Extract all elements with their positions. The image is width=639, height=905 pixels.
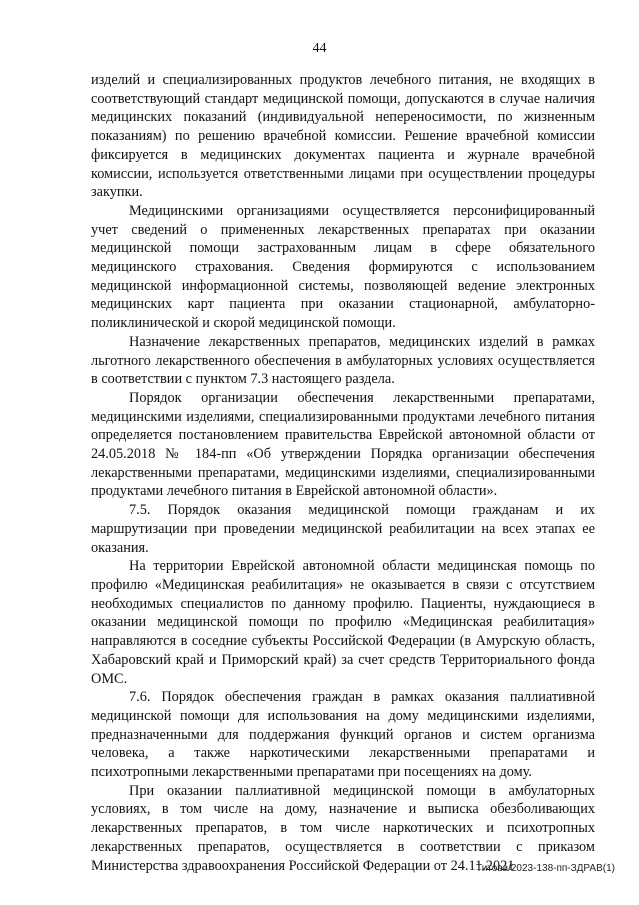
paragraph: Назначение лекарственных препаратов, медицинских изделий в рамках льготного лекарственного обеспечения в амбулаторных условиях осуществляется в соответствии с пунктом 7.3 настоящего раздела. — [91, 333, 595, 388]
section-heading-7-6: 7.6. Порядок обеспечения граждан в рамках оказания паллиативной медицинской помощи для использования на дому медицинскими изделиями, предназначенными для поддержания функций органов и систем организма человека, а также наркотическими лекарственными препаратами и психотропными лекарственными препаратами при посещениях на дому. — [91, 689, 595, 781]
paragraph: Порядок организации обеспечения лекарственными препаратами, медицинскими изделиями, специализированными продуктами лечебного питания определяется постановлением правительства Еврейской автономной области от 24.05.2018 № 184-пп «Об утверждении Порядка организации обеспечения лекарственными препаратами, медицинскими изделиями, специализированными продуктами лечебного питания в Еврейской автономной области». — [91, 389, 595, 500]
page-number: 44 — [312, 41, 327, 56]
document-body — [91, 71, 595, 875]
paragraph: изделий и специализированных продуктов лечебного питания, не входящих в соответствующий стандарт медицинской помощи, допускаются в случае наличия медицинских показаний (индивидуальной непереносимости, по жизненным показаниям) по решению врачебной комиссии. Решение врачебной комиссии фиксируется в медицинских документах пациента и журнале врачебной комиссии, используется ответственными лицами при осуществлении процедуры закупки. — [91, 72, 595, 201]
footer-document-code: Титова/2023-138-пп-ЗДРАВ(1) — [476, 863, 615, 874]
paragraph: При оказании паллиативной медицинской помощи в амбулаторных условиях, в том числе на дому, назначение и выписка обезболивающих лекарственных препаратов, в том числе наркотических и психотропных лекарственных препаратов, осуществляется в соответствии с приказом Министерства здравоохранения Российской Федерации от 24.11.2021 — [91, 782, 595, 874]
section-heading-7-5: 7.5. Порядок оказания медицинской помощи гражданам и их маршрутизации при проведении медицинской реабилитации на всех этапах ее оказания. — [91, 502, 595, 556]
paragraph: Медицинскими организациями осуществляется персонифицированный учет сведений о примененных лекарственных препаратах при оказании медицинской помощи застрахованным лицам в сфере обязательного медицинского страхования. Сведения формируются с использованием медицинской информационной системы, позволяющей ведение электронных медицинских карт пациента при оказании стационарной, амбулаторно-поликлинической и скорой медицинской помощи. — [91, 202, 595, 332]
paragraph: На территории Еврейской автономной области медицинская помощь по профилю «Медицинская реабилитация» не оказывается в связи с отсутствием необходимых специалистов по данному профилю. Пациенты, нуждающиеся в оказании медицинской помощи по профилю «Медицинская реабилитация» направляются в соседние субъекты Российской Федерации (в Амурскую область, Хабаровский край и Приморский край) за счет средств Территориального фонда ОМС. — [91, 558, 595, 687]
